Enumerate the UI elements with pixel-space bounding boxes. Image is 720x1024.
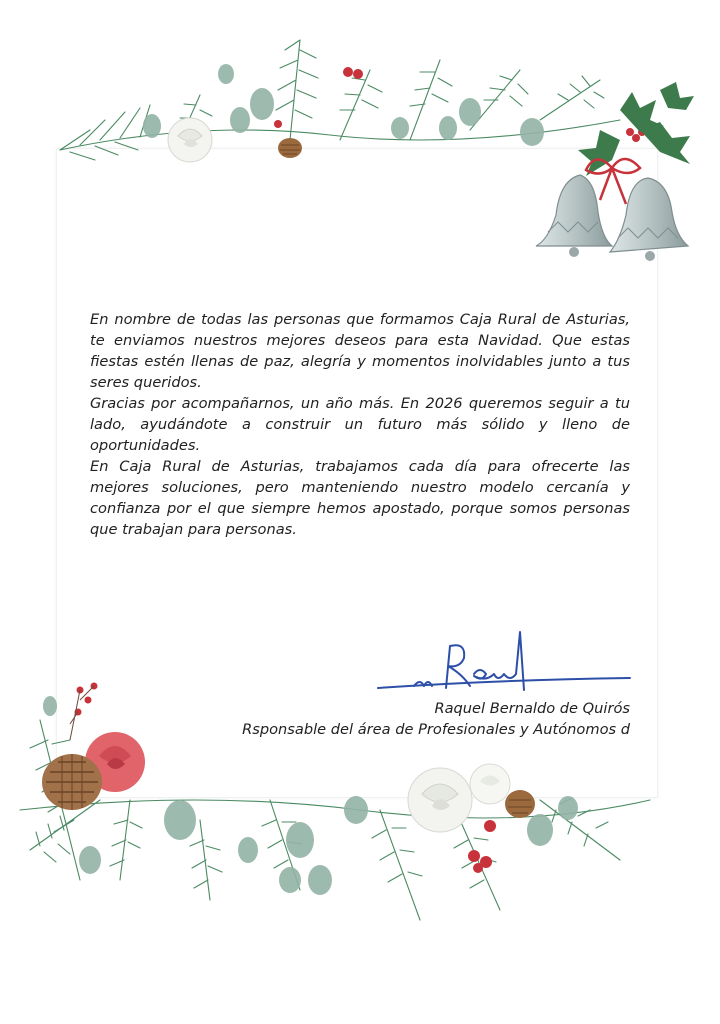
pine-garland-top [60,40,620,160]
eucalyptus-leaves-top [143,64,544,146]
berries-top [274,67,646,142]
handwritten-signature [374,628,634,698]
letter-paragraph-2: Gracias por acompañarnos, un año más. En 2026 queremos seguir a tu lado, ayudándote a construir un futuro más sólido y lleno de oportunidades. [90,394,630,454]
signer-name: Raquel Bernaldo de Quirós [434,700,630,717]
signer-role: Rsponsable del área de Profesionales y Autónomos d [242,721,630,738]
letter-paragraph-3: En Caja Rural de Asturias, trabajamos cada día para ofrecerte las mejores soluciones, pero manteniendo nuestro modelo cercanía y confianza por el que siempre hemos apostado, porque somos personas que trabajan para personas. [90,457,630,538]
letter-paragraph-1: En nombre de todas las personas que formamos Caja Rural de Asturias, te enviamos nuestros mejores deseos para esta Navidad. Que estas fiestas estén llenas de paz, alegría y momentos inolvidables junto a tus seres queridos. [90,310,630,391]
